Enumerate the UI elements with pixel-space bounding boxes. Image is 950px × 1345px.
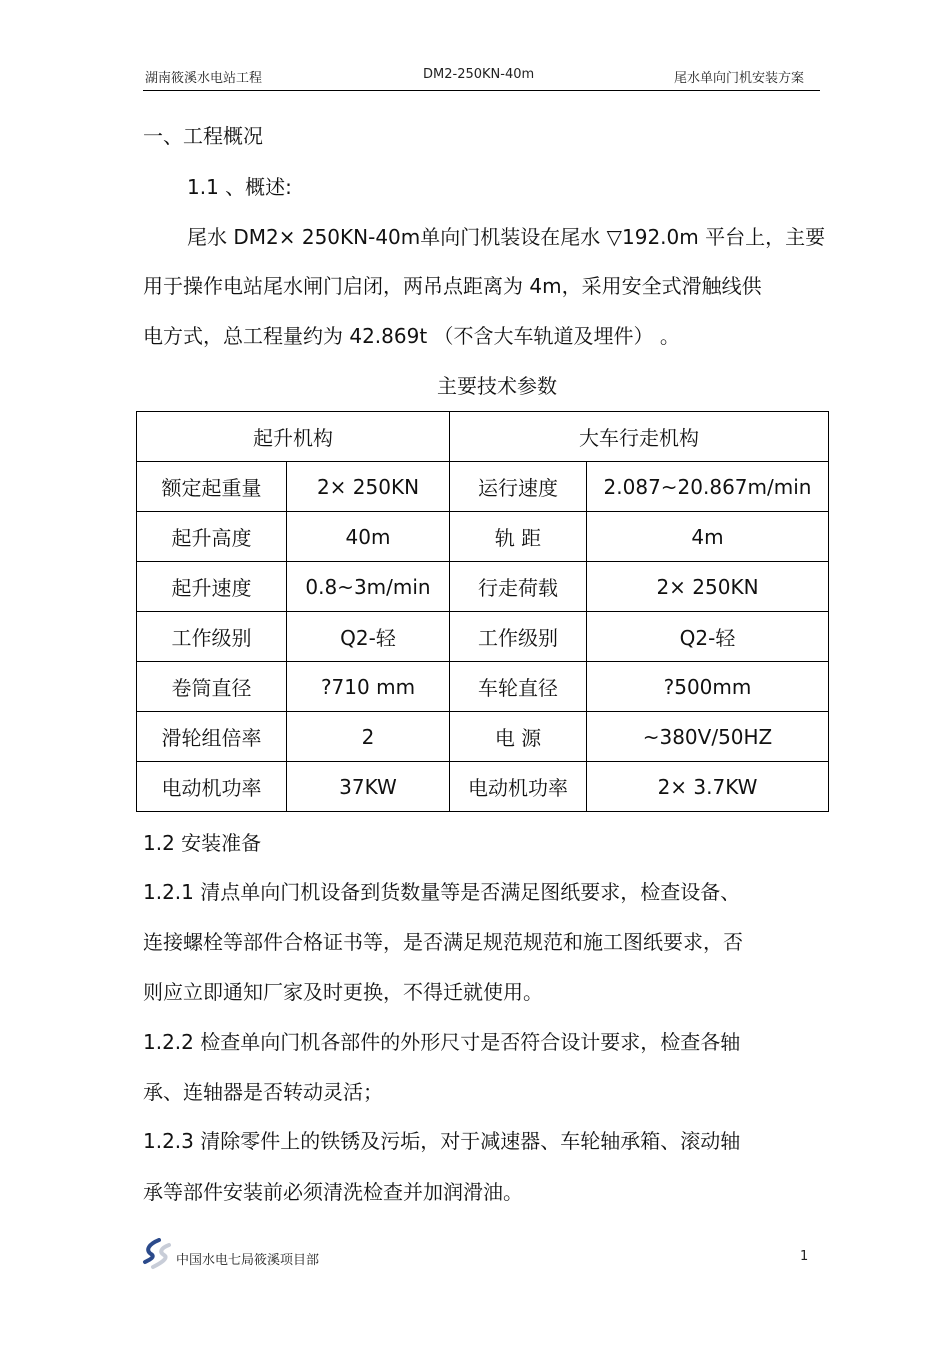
prep-line-5: 承、连轴器是否转动灵活； — [143, 1080, 383, 1104]
table-cell: 电 源 — [450, 712, 587, 762]
hoist-mechanism-header: 起升机构 — [137, 412, 450, 462]
table-caption: 主要技术参数 — [437, 374, 557, 398]
header-doc-title: 尾水单向门机安装方案 — [674, 71, 805, 86]
table-cell: ?500mm — [587, 662, 829, 712]
table-cell: 起升高度 — [137, 512, 287, 562]
overview-line-2: 用于操作电站尾水闸门启闭，两吊点距离为 4m，采用安全式滑触线供 — [143, 274, 762, 298]
section-1-title: 一、工程概况 — [143, 124, 263, 148]
table-cell: 额定起重量 — [137, 462, 287, 512]
header-rule — [143, 90, 820, 91]
table-cell: 工作级别 — [137, 612, 287, 662]
prep-line-1: 1.2.1 清点单向门机设备到货数量等是否满足图纸要求，检查设备、 — [143, 880, 741, 904]
header-project-name: 湖南筱溪水电站工程 — [145, 71, 263, 86]
table-cell: 车轮直径 — [450, 662, 587, 712]
table-cell: 轨 距 — [450, 512, 587, 562]
header-model: DM2-250KN-40m — [423, 67, 535, 82]
prep-line-2: 连接螺栓等部件合格证书等，是否满足规范规范和施工图纸要求，否 — [143, 930, 743, 954]
table-cell: 2× 250KN — [587, 562, 829, 612]
table-cell: 2× 3.7KW — [587, 762, 829, 812]
table-cell: 工作级别 — [450, 612, 587, 662]
prep-line-3: 则应立即通知厂家及时更换，不得迁就使用。 — [143, 980, 543, 1004]
table-cell: 起升速度 — [137, 562, 287, 612]
prep-line-4: 1.2.2 检查单向门机各部件的外形尺寸是否符合设计要求，检查各轴 — [143, 1030, 741, 1054]
table-cell: 电动机功率 — [137, 762, 287, 812]
table-cell: 2 — [287, 712, 450, 762]
table-cell: 2.087~20.867m/min — [587, 462, 829, 512]
table-cell: 卷筒直径 — [137, 662, 287, 712]
table-cell: ~380V/50HZ — [587, 712, 829, 762]
table-cell: 运行速度 — [450, 462, 587, 512]
prep-line-6: 1.2.3 清除零件上的铁锈及污垢，对于减速器、车轮轴承箱、滚动轴 — [143, 1129, 741, 1153]
table-cell: 2× 250KN — [287, 462, 450, 512]
table-cell: 37KW — [287, 762, 450, 812]
table-cell: 电动机功率 — [450, 762, 587, 812]
table-row — [137, 712, 829, 762]
table-row — [137, 662, 829, 712]
table-cell: Q2-轻 — [287, 612, 450, 662]
table-cell: 0.8~3m/min — [287, 562, 450, 612]
table-header-row — [137, 412, 829, 462]
table-cell: ?710 mm — [287, 662, 450, 712]
table-row — [137, 512, 829, 562]
table-cell: 行走荷载 — [450, 562, 587, 612]
table-cell: 滑轮组倍率 — [137, 712, 287, 762]
section-1-2-title: 1.2 安装准备 — [143, 831, 262, 855]
prep-line-7: 承等部件安装前必须清洗检查并加润滑油。 — [143, 1180, 523, 1204]
table-row — [137, 462, 829, 512]
footer-organization: 中国水电七局筱溪项目部 — [176, 1253, 320, 1268]
table-cell: Q2-轻 — [587, 612, 829, 662]
overview-line-3: 电方式，总工程量约为 42.869t （不含大车轨道及埋件） 。 — [143, 324, 680, 348]
table-cell: 40m — [287, 512, 450, 562]
sinohydro-logo-icon — [141, 1238, 175, 1270]
table-row — [137, 762, 829, 812]
travel-mechanism-header: 大车行走机构 — [450, 412, 829, 462]
page-number: 1 — [800, 1249, 809, 1264]
table-cell: 4m — [587, 512, 829, 562]
technical-parameters-table — [136, 411, 829, 812]
table-row — [137, 612, 829, 662]
overview-line-1: 尾水 DM2× 250KN-40m单向门机装设在尾水 ▽192.0m 平台上，主要 — [187, 225, 826, 249]
table-row — [137, 562, 829, 612]
section-1-1-title: 1.1 、概述: — [187, 175, 292, 199]
